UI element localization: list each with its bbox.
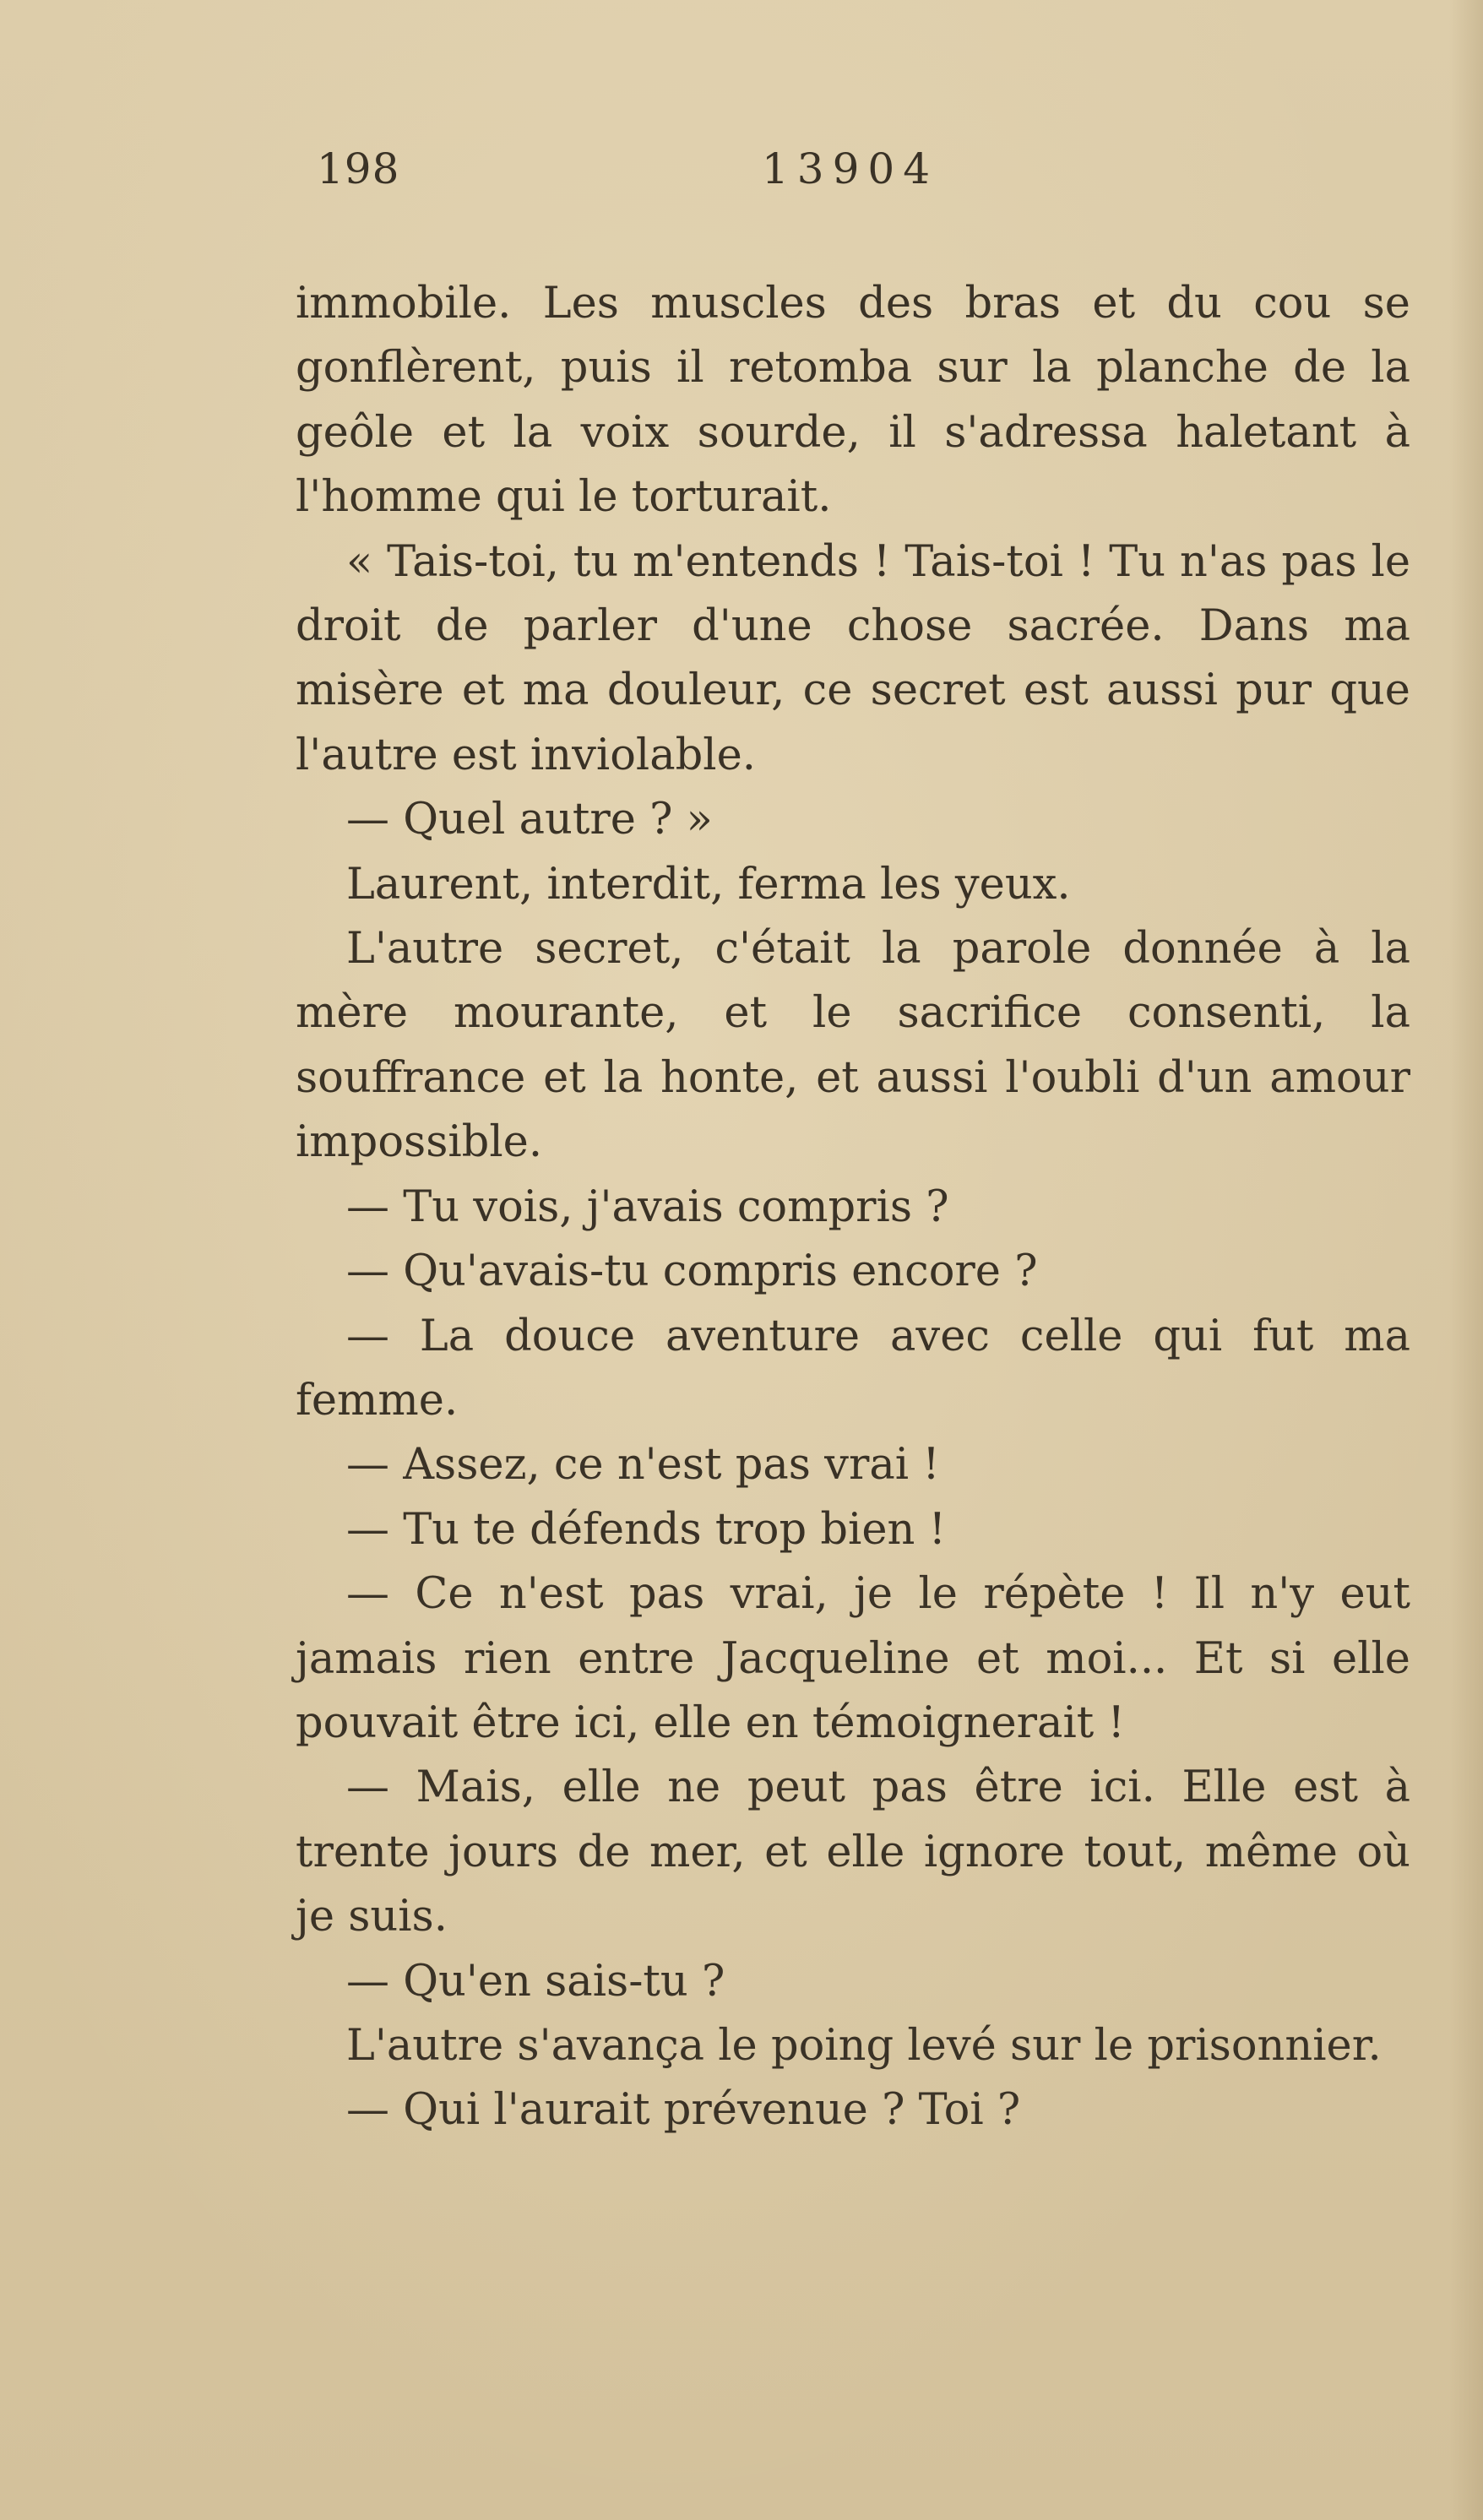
paragraph: — Qu'avais-tu compris encore ?	[346, 1246, 1038, 1297]
paragraph: « Tais-toi, tu m'entends ! Tais-toi ! Tu n'as pas le droit de parler d'une chose sacrée. Dans ma misère et ma douleur, ce secret est aussi pur que l'autre est inviolable.	[296, 536, 1410, 780]
paragraph: — Qui l'aurait prévenue ? Toi ?	[346, 2085, 1021, 2136]
paragraph: L'autre secret, c'était la parole donnée à la mère mourante, et le sacrifice consenti, la souffrance et la honte, et aussi l'oubli d'un amour impossible.	[296, 924, 1410, 1168]
paragraph: immobile. Les muscles des bras et du cou se gonflèrent, puis il retomba sur la planche de la geôle et la voix sourde, il s'adressa haletant à l'homme qui le torturait.	[296, 279, 1410, 523]
paragraph: Laurent, interdit, ferma les yeux.	[346, 859, 1071, 910]
paragraph: — Assez, ce n'est pas vrai !	[346, 1440, 940, 1491]
paragraph: — Tu te défends trop bien !	[346, 1504, 947, 1555]
page-header	[317, 144, 1406, 203]
body-text	[296, 272, 1410, 2143]
paragraph: — Ce n'est pas vrai, je le répète ! Il n'y eut jamais rien entre Jacqueline et moi... Et si elle pouvait être ici, elle en témoignerait !	[296, 1569, 1410, 1748]
page-edge-shadow	[1449, 0, 1483, 2520]
paragraph: — Quel autre ? »	[346, 795, 713, 845]
page-number: 198	[317, 144, 400, 193]
running-title: 13904	[762, 144, 939, 193]
paragraph: — Tu vois, j'avais compris ?	[346, 1181, 949, 1232]
paragraph: — La douce aventure avec celle qui fut ma femme.	[296, 1311, 1410, 1426]
paragraph: — Qu'en sais-tu ?	[346, 1956, 725, 2007]
paragraph: — Mais, elle ne peut pas être ici. Elle est à trente jours de mer, et elle ignore tout, même où je suis.	[296, 1762, 1410, 1942]
paragraph: L'autre s'avança le poing levé sur le prisonnier.	[346, 2020, 1382, 2071]
